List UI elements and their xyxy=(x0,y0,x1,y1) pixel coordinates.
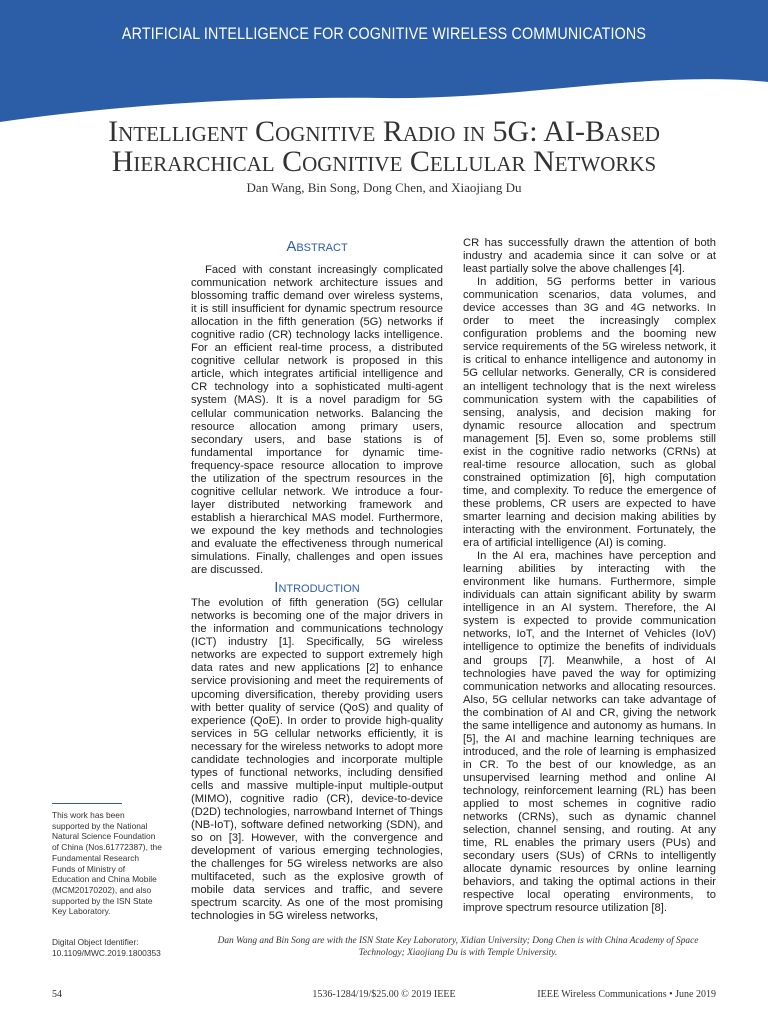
column-right-paragraph-2: In the AI era, machines have perception and learning abilities by interacting with the environment like humans. Furthermore, simple individuals can attain significant ability by swarm intelligence in an AI system. Therefore, the AI system is expected to provide communication networks, IoT, and the Internet of Vehicles (IoV) intelligence to optimize the benefits of individuals and groups [7]. Meanwhile, a host of AI technologies have paved the way for optimizing communication networks and allocating resources. Also, 5G cellular networks can take advantage of the combination of AI and CR, giving the network the same intelligence and autonomy as humans. In [5], the AI and machine learning techniques are introduced, and the role of learning is emphasized in CR. To the best of our knowledge, as an unsupervised learning method and online AI technology, reinforcement learning (RL) has been applied to most schemes in cognitive radio networks (CRNs), such as dynamic channel selection, channel sensing, and routing. At any time, RL enables the primary users (PUs) and secondary users (SUs) of CRNs to intelligently allocate dynamic resources by online learning behaviors, and taking the optimal actions in their respective local operating environments, to improve spectrum resource utilization [8]. xyxy=(463,550,716,915)
author-affiliations: Dan Wang and Bin Song are with the ISN State Key Laboratory, Xidian University; Dong Chen is with China Academy of Space Technology; Xiaojiang Du is with Temple University. xyxy=(217,936,699,958)
footnote-rule xyxy=(52,803,122,804)
header-banner xyxy=(0,0,768,130)
journal-name: IEEE Wireless Communications • June 2019 xyxy=(537,989,716,1000)
introduction-heading: Introduction xyxy=(274,579,360,597)
banner-wave-shape xyxy=(0,0,768,130)
introduction-paragraph-1: The evolution of fifth generation (5G) cellular networks is becoming one of the major drivers in the information and communications technology (ICT) industry [1]. Specifically, 5G wireless networks are expected to support extremely high data rates and new applications [2] to enhance service provisioning and meet the requirements of upcoming diversification, thereby providing users with better quality of service (QoS) and quality of experience (QoE). In order to provide high-quality services in 5G cellular networks efficiently, it is necessary for the wireless networks to adopt more candidate technologies and incorporate multiple types of functional networks, including densified cells and massive multiple-input multiple-output (MIMO), cognitive radio (CR), device-to-device (D2D) technologies, narrowband Internet of Things (NB-IoT), software defined networking (SDN), and so on [3]. However, with the convergence and development of various emerging technologies, the challenges for 5G wireless networks are also multifaceted, such as the explosive growth of mobile data services and traffic, and severe spectrum scarcity. As one of the most promising technologies in 5G wireless networks, xyxy=(191,597,443,923)
title-line-2: Hierarchical Cognitive Cellular Networks xyxy=(111,145,657,178)
issn-line: 1536-1284/19/$25.00 © 2019 IEEE xyxy=(312,989,456,1000)
abstract-text: Faced with constant increasingly complicated communication network architecture issues and blossoming traffic demand over wireless systems, it is still insufficient for dynamic spectrum resource allocation in the fifth generation (5G) networks if cognitive radio (CR) technology lacks intelligence. For an efficient real-time process, a distributed cognitive cellular network is proposed in this article, which integrates artificial intelligence and CR technology into a sophisticated multi-agent system (MAS). It is a novel paradigm for 5G cellular communication networks. Balancing the resource allocation among primary users, secondary users, and base stations is of fundamental importance for dynamic time-frequency-space resource allocation to improve the utilization of the spectrum resources in the cognitive cellular network. We introduce a four-layer distributed networking framework and establish a hierarchical MAS model. Furthermore, we expound the key methods and technologies and evaluate the effectiveness through numerical simulations. Finally, challenges and open issues are discussed. xyxy=(191,264,443,577)
author-list: Dan Wang, Bin Song, Dong Chen, and Xiaojiang Du xyxy=(246,180,522,195)
section-tag: ARTIFICIAL INTELLIGENCE FOR COGNITIVE WIRELESS COMMUNICATIONS xyxy=(121,24,647,43)
column-right-paragraph-0: CR has successfully drawn the attention of both industry and academia since it can solve or at least partially solve the above challenges [4]. xyxy=(463,237,716,276)
column-right xyxy=(463,237,716,915)
doi-note: Digital Object Identifier: 10.1109/MWC.2019.1800353 xyxy=(52,937,161,958)
funding-footnote: This work has been supported by the National Natural Science Foundation of China (Nos.61772387), the Fundamental Research Funds of Ministry of Education and China Mobile (MCM20170202), and also supported by the ISN State Key Laboratory. xyxy=(52,810,162,917)
title-line-1: Intelligent Cognitive Radio in 5G: AI-Based xyxy=(108,115,660,148)
column-right-paragraph-1: In addition, 5G performs better in various communication scenarios, data volumes, and device accesses than 3G and 4G networks. In order to meet the increasingly complex configuration problems and the booming new service requirements of the 5G wireless network, it is critical to enhance intelligence and autonomy in 5G cellular networks. Generally, CR is considered an intelligent technology that is the next wireless communication system with the capabilities of sensing, analysis, and decision making for dynamic resource allocation and spectrum management [5]. Even so, some problems still exist in the cognitive radio networks (CRNs) at real-time resource allocation, such as global constrained optimization [6], high computation time, and complexity. To reduce the emergence of these problems, CR users are expected to have smarter learning and decision making abilities by interacting with the environment. Fortunately, the era of artificial intelligence (AI) is coming. xyxy=(463,276,716,550)
page-number: 54 xyxy=(52,989,62,1000)
abstract-heading: Abstract xyxy=(286,238,348,255)
column-middle xyxy=(191,264,443,923)
article-title xyxy=(0,117,768,177)
